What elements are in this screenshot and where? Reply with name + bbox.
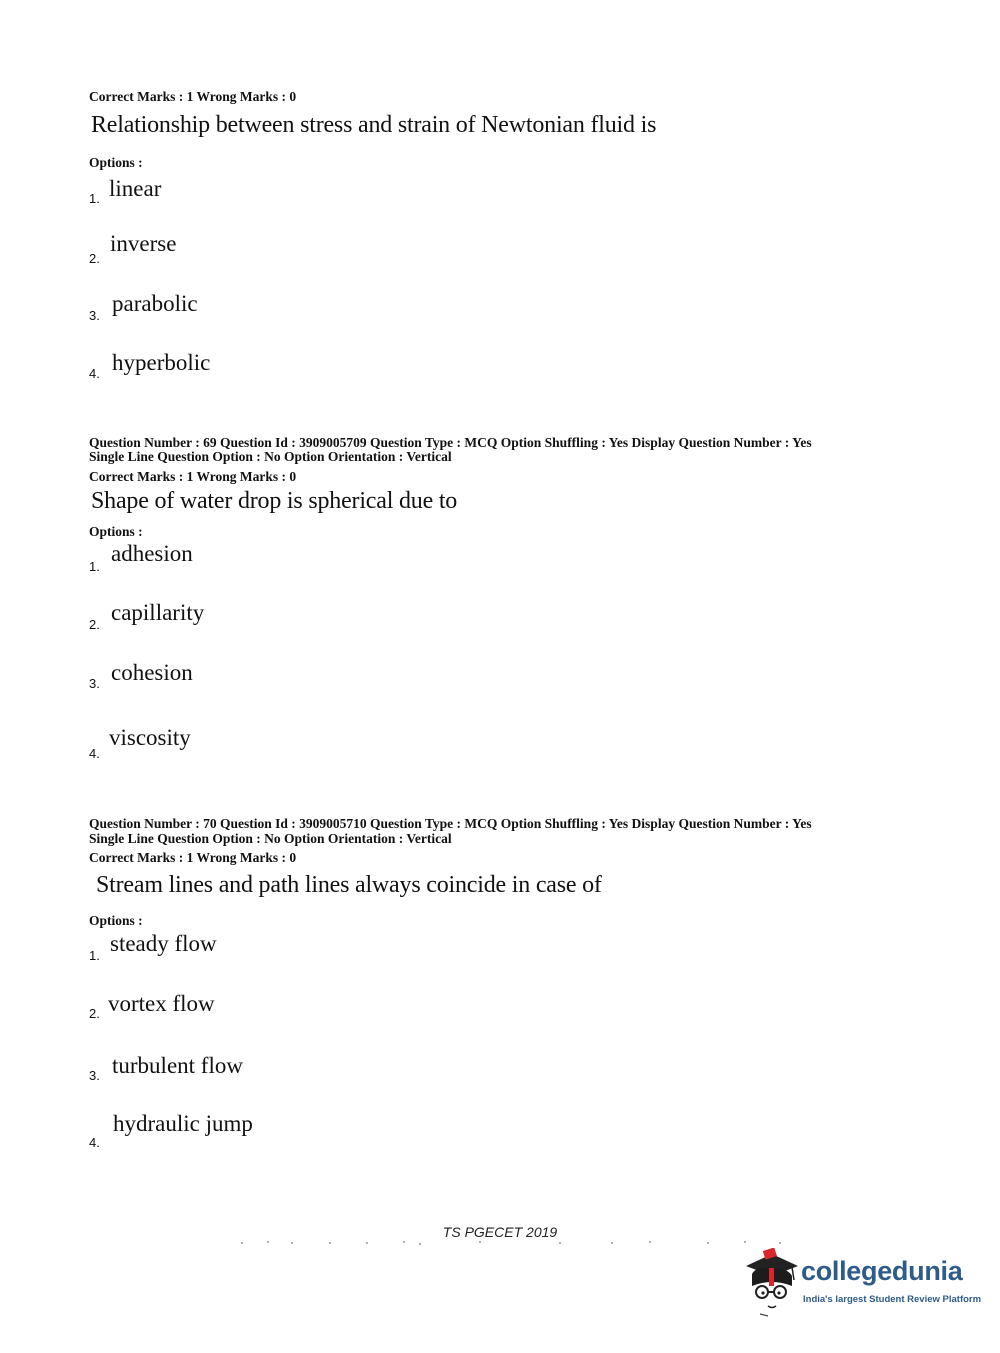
option-text: hydraulic jump: [113, 1111, 253, 1136]
option-text: parabolic: [112, 291, 198, 316]
question-meta: Question Number : 69 Question Id : 3909005709 Question Type : MCQ Option Shuffling : Yes Display Question Number : Yes: [89, 435, 812, 450]
option-number: 1.: [89, 559, 100, 574]
option-text: inverse: [110, 231, 177, 256]
option-text: steady flow: [110, 931, 217, 956]
option-number: 4.: [89, 1135, 100, 1150]
question-meta: Question Number : 70 Question Id : 3909005710 Question Type : MCQ Option Shuffling : Yes Display Question Number : Yes: [89, 816, 812, 831]
option-text: viscosity: [109, 725, 191, 750]
option-number: 1.: [89, 948, 100, 963]
page-footer: TS PGECET 2019: [442, 1224, 558, 1240]
logo-tagline: India's largest Student Review Platform: [803, 1294, 982, 1305]
option-number: 3.: [89, 1068, 100, 1083]
options-label: Options :: [89, 524, 143, 539]
question-text: Stream lines and path lines always coincide in case of: [96, 872, 602, 898]
option-number: 4.: [89, 746, 100, 761]
option-number: 3.: [89, 308, 100, 323]
option-text: cohesion: [111, 660, 193, 685]
collegedunia-logo[interactable]: [742, 1248, 982, 1318]
option-text: capillarity: [111, 600, 205, 625]
option-number: 2.: [89, 617, 100, 632]
option-text: hyperbolic: [112, 350, 211, 375]
options-label: Options :: [89, 155, 143, 170]
question-meta: Single Line Question Option : No Option Orientation : Vertical: [89, 449, 452, 464]
option-text: turbulent flow: [112, 1053, 243, 1078]
option-number: 1.: [89, 191, 100, 206]
option-number: 4.: [89, 366, 100, 381]
marks-info: Correct Marks : 1 Wrong Marks : 0: [89, 469, 297, 484]
graduate-mascot-icon: [742, 1248, 800, 1318]
option-number: 3.: [89, 676, 100, 691]
option-text: linear: [109, 176, 162, 201]
option-text: adhesion: [111, 541, 193, 566]
marks-info: Correct Marks : 1 Wrong Marks : 0: [89, 850, 297, 865]
option-number: 2.: [89, 251, 100, 266]
logo-name: collegedunia: [801, 1256, 963, 1286]
question-meta: Single Line Question Option : No Option Orientation : Vertical: [89, 831, 452, 846]
options-label: Options :: [89, 913, 143, 928]
option-number: 2.: [89, 1006, 100, 1021]
marks-info: Correct Marks : 1 Wrong Marks : 0: [89, 89, 297, 104]
question-text: Relationship between stress and strain of Newtonian fluid is: [91, 112, 657, 138]
option-text: vortex flow: [108, 991, 215, 1016]
footer-dotted-line: [240, 1240, 800, 1246]
question-text: Shape of water drop is spherical due to: [91, 488, 458, 514]
